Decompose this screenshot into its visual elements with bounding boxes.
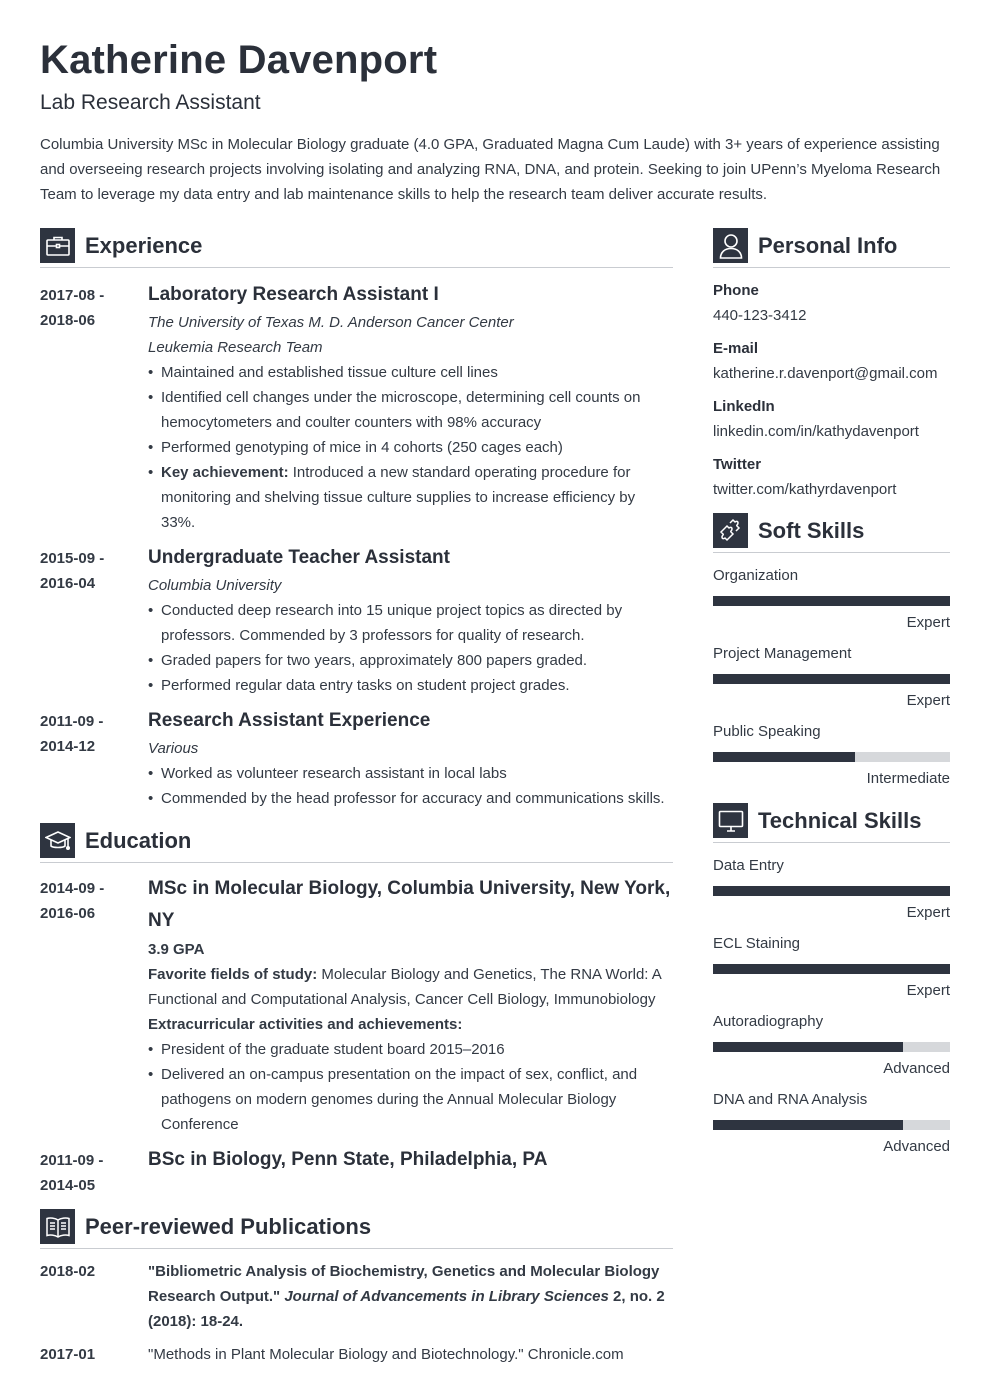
skill-item	[713, 1009, 950, 1081]
personal-info-section-header	[713, 228, 950, 268]
contact-phone	[713, 278, 950, 328]
skill-name: Project Management	[713, 645, 852, 662]
date-end: 2014-05	[40, 1177, 96, 1194]
skill-level: Expert	[906, 614, 950, 631]
skill-bar-fill	[713, 674, 950, 684]
technical-skills-heading: Technical Skills	[758, 807, 922, 833]
role-title: Undergraduate Teacher Assistant	[148, 547, 450, 568]
main-column	[40, 228, 673, 1367]
user-icon	[713, 228, 748, 263]
profile-summary: Columbia University MSc in Molecular Biology graduate (4.0 GPA, Graduated Magna Cum Laude) with 3+ years of experience assisting and overseeing research projects involving isolating and analyzing RNA, DNA, and protein. Seeking to join UPenn’s Myeloma Research Team to leverage my data entry and lab maintenance skills to help the research team deliver accurate results.	[40, 136, 941, 203]
fields-of-study	[148, 962, 673, 1012]
publication-date: 2017-01	[40, 1346, 96, 1363]
employer: The University of Texas M. D. Anderson Cancer Center	[148, 314, 514, 331]
bullet-item: • Maintained and established tissue culture cell lines	[148, 360, 673, 385]
education-section-header	[40, 823, 673, 863]
skill-bar-fill	[713, 886, 950, 896]
key-achievement-text: Introduced a new standard operating procedure for monitoring and shelving tissue culture supplies to increase efficiency by 33%.	[161, 464, 636, 531]
publication-entry	[40, 1342, 673, 1367]
gpa: 3.9 GPA	[148, 941, 205, 958]
skill-name: DNA and RNA Analysis	[713, 1091, 868, 1108]
puzzle-icon	[713, 513, 748, 548]
date-start: 2015-09 -	[40, 550, 105, 567]
employer: Various	[148, 740, 199, 757]
skill-bar	[713, 964, 950, 974]
publications-section-header	[40, 1209, 673, 1249]
linkedin-value: linkedin.com/in/kathydavenport	[713, 423, 919, 440]
phone-value: 440-123-3412	[713, 307, 807, 324]
candidate-name: Katherine Davenport	[40, 38, 438, 82]
fields-label: Favorite fields of study:	[148, 966, 318, 983]
skill-level: Expert	[906, 982, 950, 999]
education-entry	[40, 876, 673, 1137]
bullet-item: • President of the graduate student board 2015–2016	[148, 1037, 673, 1062]
degree-title: BSc in Biology, Penn State, Philadelphia, PA	[148, 1149, 548, 1170]
contact-twitter	[713, 452, 950, 502]
bullet-item	[148, 460, 673, 535]
date-end: 2016-06	[40, 905, 96, 922]
skill-item	[713, 719, 950, 791]
personal-info-heading: Personal Info	[758, 232, 898, 258]
bullet-item: • Worked as volunteer research assistant in local labs	[148, 761, 673, 786]
publication-details: 2, no. 2 (2018): 18-24.	[148, 1288, 665, 1330]
date-end: 2016-04	[40, 575, 96, 592]
experience-entry	[40, 283, 673, 535]
skill-bar-fill	[713, 964, 950, 974]
publication-title: "Bibliometric Analysis of Biochemistry, Genetics and Molecular Biology Research Output."	[148, 1263, 660, 1305]
book-icon	[40, 1209, 75, 1244]
publication-text: "Methods in Plant Molecular Biology and Biotechnology." Chronicle.com	[148, 1346, 624, 1363]
technical-skills-section-header	[713, 803, 950, 843]
experience-entry	[40, 546, 673, 698]
entry-date	[40, 709, 148, 811]
bullet-item: • Delivered an on-campus presentation on the impact of sex, conflict, and pathogens on modern genomes during the Annual Molecular Biology Conference	[148, 1062, 673, 1137]
date-start: 2017-08 -	[40, 287, 105, 304]
graduation-cap-icon	[40, 823, 75, 858]
briefcase-icon	[40, 228, 75, 263]
fields-text: Molecular Biology and Genetics, The RNA World: A Functional and Computational Analysis, Cancer Cell Biology, Immunobiology	[148, 966, 661, 1008]
publication-entry	[40, 1259, 673, 1334]
date-start: 2014-09 -	[40, 880, 105, 897]
linkedin-label: LinkedIn	[713, 398, 775, 415]
skill-level: Expert	[906, 904, 950, 921]
bullet-item: • Identified cell changes under the microscope, determining cell counts on hemocytometers and coulter counters with 98% accuracy	[148, 385, 673, 435]
experience-entry	[40, 709, 673, 811]
extracurricular-label: Extracurricular activities and achievements:	[148, 1016, 463, 1033]
date-start: 2011-09 -	[40, 1152, 104, 1169]
bullet-item: • Graded papers for two years, approximately 800 papers graded.	[148, 648, 673, 673]
skill-level: Intermediate	[866, 770, 950, 787]
entry-date	[40, 546, 148, 698]
contact-email	[713, 336, 950, 386]
experience-section-header	[40, 228, 673, 268]
degree-title: MSc in Molecular Biology, Columbia University, New York, NY	[148, 878, 671, 931]
soft-skills-section-header	[713, 513, 950, 553]
skill-bar	[713, 674, 950, 684]
phone-label: Phone	[713, 282, 759, 299]
skill-bar	[713, 1042, 950, 1052]
skill-name: Public Speaking	[713, 723, 821, 740]
skill-bar-fill	[713, 752, 855, 762]
skill-bar-fill	[713, 1120, 903, 1130]
twitter-value: twitter.com/kathyrdavenport	[713, 481, 897, 498]
email-label: E-mail	[713, 340, 759, 357]
skill-item	[713, 853, 950, 925]
skill-name: Autoradiography	[713, 1013, 824, 1030]
date-end: 2018-06	[40, 312, 96, 329]
skill-name: Organization	[713, 567, 799, 584]
soft-skills-heading: Soft Skills	[758, 517, 865, 543]
bullet-item: • Performed genotyping of mice in 4 cohorts (250 cages each)	[148, 435, 673, 460]
bullet-item: • Conducted deep research into 15 unique project topics as directed by professors. Commended by 3 professors for quality of research.	[148, 598, 673, 648]
key-achievement-label: Key achievement:	[161, 464, 289, 481]
publication-date: 2018-02	[40, 1263, 96, 1280]
team: Leukemia Research Team	[148, 339, 323, 356]
skill-bar	[713, 752, 950, 762]
side-column	[713, 228, 950, 1159]
entry-date	[40, 876, 148, 1137]
skill-bar	[713, 1120, 950, 1130]
skill-level: Advanced	[883, 1060, 950, 1077]
publications-heading: Peer-reviewed Publications	[85, 1213, 372, 1239]
education-heading: Education	[85, 827, 192, 853]
entry-date	[40, 1148, 148, 1198]
skill-item	[713, 563, 950, 635]
role-title: Research Assistant Experience	[148, 710, 431, 731]
skill-name: ECL Staining	[713, 935, 800, 952]
skill-item	[713, 641, 950, 713]
skill-item	[713, 931, 950, 1003]
skill-bar-fill	[713, 596, 950, 606]
twitter-label: Twitter	[713, 456, 762, 473]
bullet-item: • Commended by the head professor for accuracy and communications skills.	[148, 786, 673, 811]
employer: Columbia University	[148, 577, 282, 594]
bullet-item: • Performed regular data entry tasks on student project grades.	[148, 673, 673, 698]
date-start: 2011-09 -	[40, 713, 104, 730]
email-value: katherine.r.davenport@gmail.com	[713, 365, 938, 382]
skill-level: Expert	[906, 692, 950, 709]
date-end: 2014-12	[40, 738, 96, 755]
skill-item	[713, 1087, 950, 1159]
skill-bar	[713, 886, 950, 896]
education-entry	[40, 1148, 673, 1198]
entry-date	[40, 283, 148, 535]
skill-bar	[713, 596, 950, 606]
skill-bar-fill	[713, 1042, 903, 1052]
contact-linkedin	[713, 394, 950, 444]
experience-heading: Experience	[85, 232, 203, 258]
publication-journal: Journal of Advancements in Library Sciences	[284, 1288, 609, 1305]
monitor-icon	[713, 803, 748, 838]
role-title: Laboratory Research Assistant I	[148, 284, 439, 305]
job-title: Lab Research Assistant	[40, 91, 261, 114]
skill-name: Data Entry	[713, 857, 784, 874]
skill-level: Advanced	[883, 1138, 950, 1155]
